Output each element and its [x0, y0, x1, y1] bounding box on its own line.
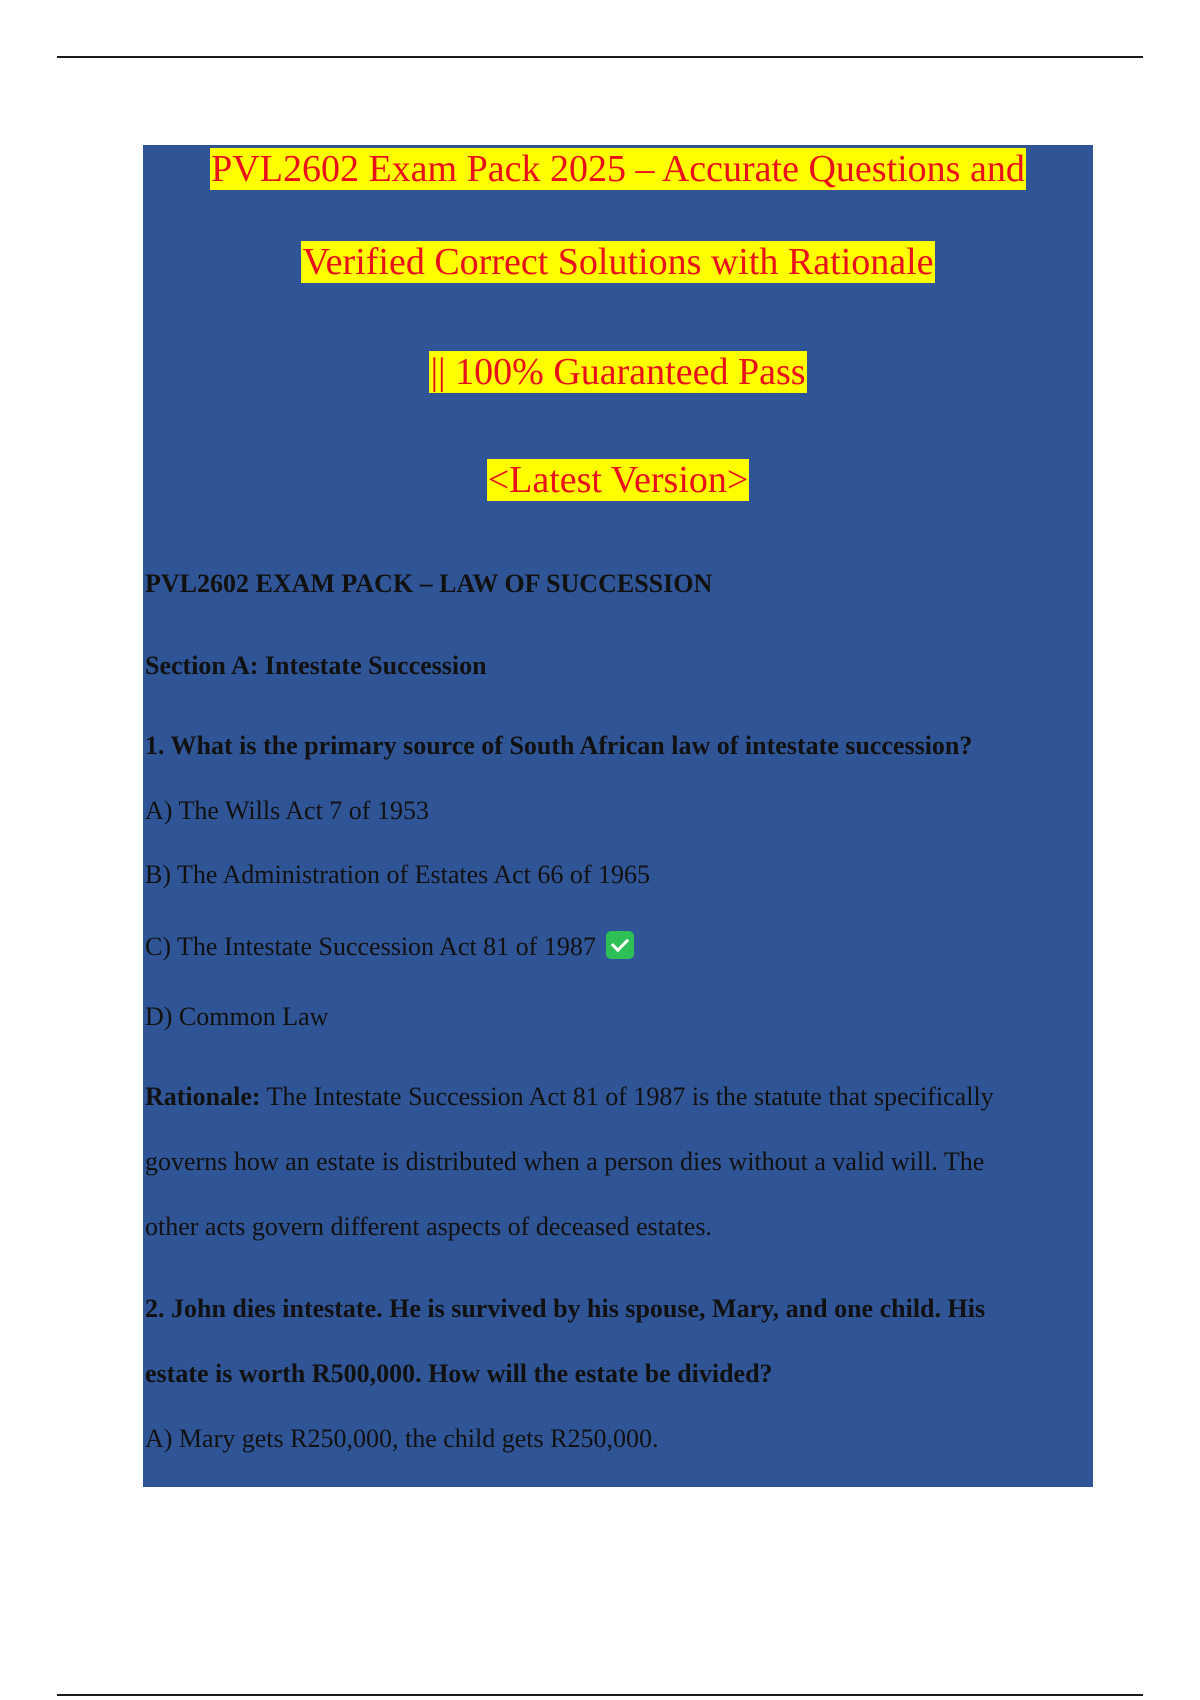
question-2-text-line-2: estate is worth R500,000. How will the estate be divided? [145, 1359, 773, 1388]
question-1-option-c-label: C) The Intestate Succession Act 81 of 1987 [145, 932, 596, 961]
title-line-2: Verified Correct Solutions with Rationale [302, 241, 934, 283]
bottom-rule [57, 1694, 1143, 1696]
document-panel [143, 145, 1093, 1487]
question-1-text: 1. What is the primary source of South African law of intestate succession? [145, 731, 973, 760]
rationale-text-1: The Intestate Succession Act 81 of 1987 is the statute that specifically [260, 1082, 994, 1111]
title-line-4: <Latest Version> [487, 459, 749, 501]
question-1-option-c [145, 931, 1085, 963]
title-line-3: || 100% Guaranteed Pass [430, 351, 806, 393]
question-1-option-d: D) Common Law [145, 1002, 329, 1031]
question-1-option-b: B) The Administration of Estates Act 66 of 1965 [145, 860, 651, 889]
question-2-option-a: A) Mary gets R250,000, the child gets R250,000. [145, 1424, 659, 1453]
title-line-1: PVL2602 Exam Pack 2025 – Accurate Questions and [211, 148, 1025, 190]
check-mark-icon [606, 931, 634, 959]
rationale-line-2: governs how an estate is distributed when a person dies without a valid will. The [145, 1147, 985, 1176]
question-1-option-a: A) The Wills Act 7 of 1953 [145, 796, 429, 825]
section-heading: Section A: Intestate Succession [145, 651, 487, 680]
rationale-line-1 [145, 1081, 1085, 1113]
top-rule [57, 56, 1143, 58]
question-2-text-line-1: 2. John dies intestate. He is survived by his spouse, Mary, and one child. His [145, 1294, 986, 1323]
rationale-line-3: other acts govern different aspects of deceased estates. [145, 1212, 712, 1241]
document-heading: PVL2602 EXAM PACK – LAW OF SUCCESSION [145, 569, 713, 598]
rationale-label: Rationale: [145, 1082, 261, 1111]
